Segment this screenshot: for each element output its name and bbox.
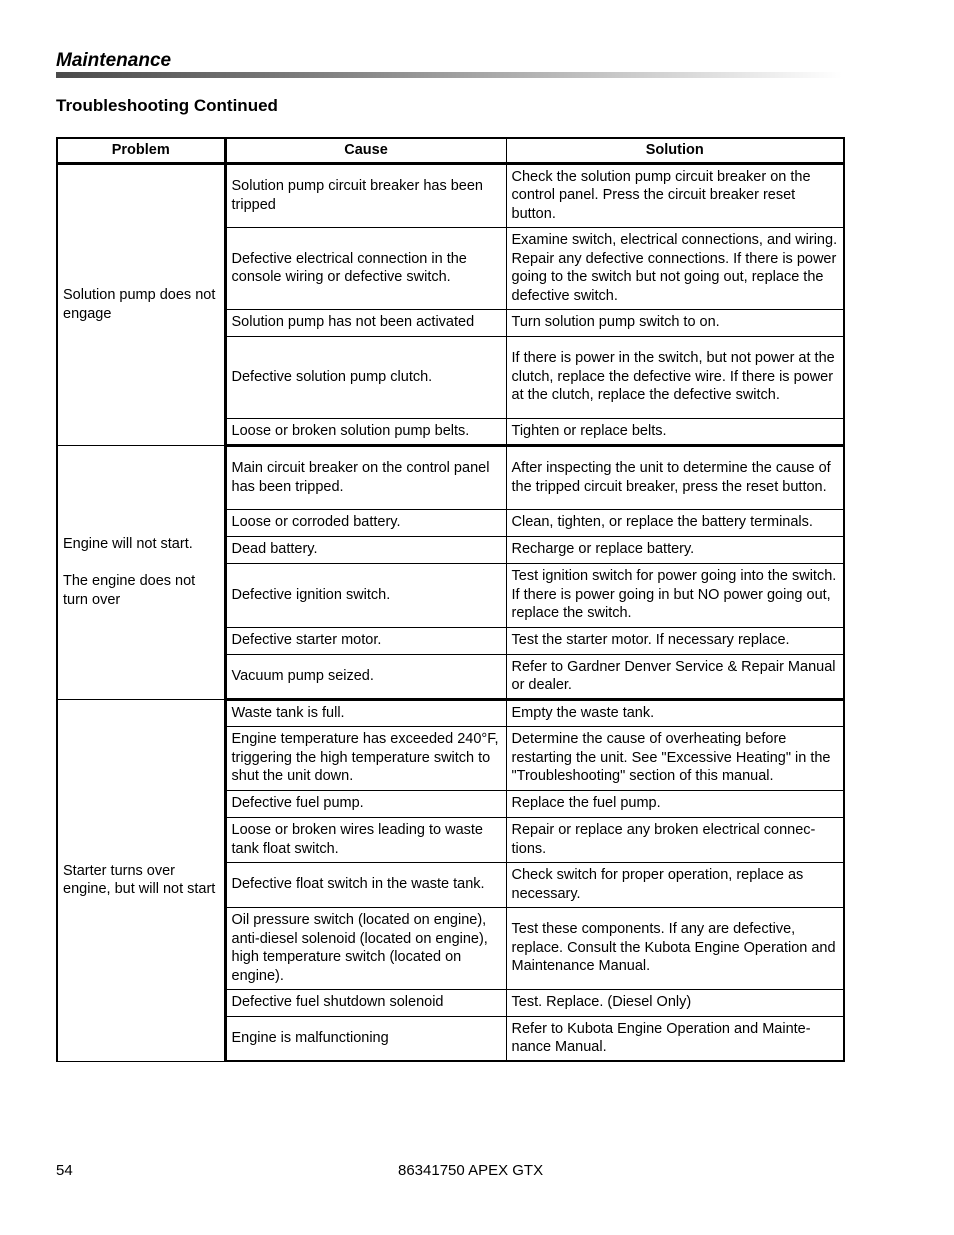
problem-cell bbox=[57, 699, 225, 1061]
cause-cell: Engine temperature has exceeded 240°F, triggering the high temperature switch to shut the unit down. bbox=[225, 726, 506, 790]
cause-cell: Dead battery. bbox=[225, 536, 506, 563]
table-row bbox=[57, 699, 844, 726]
column-header-solution: Solution bbox=[506, 138, 844, 163]
solution-cell: Recharge or replace battery. bbox=[506, 536, 844, 563]
document-id: 86341750 APEX GTX bbox=[398, 1162, 544, 1179]
solution-cell: Turn solution pump switch to on. bbox=[506, 309, 844, 336]
problem-text: Solution pump does not engage bbox=[63, 287, 216, 322]
solution-cell: Test ignition switch for power going into the switch. If there is power going in but NO power going out, replace the switch. bbox=[506, 563, 844, 627]
cause-cell: Waste tank is full. bbox=[225, 699, 506, 726]
solution-cell: Clean, tighten, or replace the battery terminals. bbox=[506, 509, 844, 536]
solution-cell: Test these components. If any are defective, replace. Consult the Kubota Engine Operation and Maintenance Manual. bbox=[506, 907, 844, 989]
cause-cell: Main circuit breaker on the control panel has been tripped. bbox=[225, 445, 506, 509]
table-row bbox=[57, 163, 844, 227]
problem-text: Starter turns over engine, but will not start bbox=[63, 862, 216, 898]
troubleshooting-table bbox=[56, 137, 845, 1062]
cause-cell: Loose or broken wires leading to waste tank float switch. bbox=[225, 817, 506, 862]
problem-cell bbox=[57, 445, 225, 699]
solution-cell: Test the starter motor. If necessary replace. bbox=[506, 627, 844, 654]
problem-text: The engine does not turn over bbox=[63, 573, 196, 608]
cause-cell: Defective starter motor. bbox=[225, 627, 506, 654]
solution-cell: Refer to Gardner Denver Service & Repair Manual or dealer. bbox=[506, 654, 844, 699]
page-subtitle: Troubleshooting Continued bbox=[56, 96, 278, 115]
problem-cell bbox=[57, 163, 225, 445]
solution-cell: Check switch for proper operation, replace as necessary. bbox=[506, 862, 844, 907]
solution-cell: Determine the cause of overheating before restarting the unit. See "Excessive Heating" in the "Troubleshooting" section of this manual. bbox=[506, 726, 844, 790]
solution-cell: After inspecting the unit to determine the cause of the tripped circuit breaker, press the reset button. bbox=[506, 445, 844, 509]
solution-cell: If there is power in the switch, but not power at the clutch, replace the defective wire. If there is power at the clutch, replace the defective switch. bbox=[506, 336, 844, 418]
cause-cell: Defective fuel pump. bbox=[225, 790, 506, 817]
section-title: Maintenance bbox=[56, 50, 172, 71]
cause-cell: Solution pump circuit breaker has been tripped bbox=[225, 163, 506, 227]
cause-cell: Defective electrical connection in the console wiring or defective switch. bbox=[225, 227, 506, 309]
cause-cell: Engine is malfunctioning bbox=[225, 1016, 506, 1061]
solution-cell: Examine switch, electrical connections, and wiring. Repair any defective connections. If there is power going to the switch but not going out, replace the defective switch. bbox=[506, 227, 844, 309]
solution-cell: Refer to Kubota Engine Operation and Mainte-nance Manual. bbox=[506, 1016, 844, 1061]
solution-cell: Replace the fuel pump. bbox=[506, 790, 844, 817]
cause-cell: Vacuum pump seized. bbox=[225, 654, 506, 699]
cause-cell: Defective ignition switch. bbox=[225, 563, 506, 627]
column-header-cause: Cause bbox=[225, 138, 506, 163]
cause-cell: Loose or broken solution pump belts. bbox=[225, 418, 506, 445]
solution-cell: Test. Replace. (Diesel Only) bbox=[506, 989, 844, 1016]
solution-cell: Repair or replace any broken electrical connec-tions. bbox=[506, 817, 844, 862]
solution-cell: Empty the waste tank. bbox=[506, 699, 844, 726]
cause-cell: Defective solution pump clutch. bbox=[225, 336, 506, 418]
cause-cell: Defective float switch in the waste tank. bbox=[225, 862, 506, 907]
cause-cell: Oil pressure switch (located on engine), anti-diesel solenoid (located on engine), high temperature switch (located on engine). bbox=[225, 907, 506, 989]
solution-cell: Tighten or replace belts. bbox=[506, 418, 844, 445]
page-number: 54 bbox=[56, 1162, 73, 1179]
problem-text: Engine will not start. bbox=[63, 535, 193, 552]
header-rule bbox=[56, 72, 842, 78]
cause-cell: Defective fuel shutdown solenoid bbox=[225, 989, 506, 1016]
cause-cell: Solution pump has not been activated bbox=[225, 309, 506, 336]
column-header-problem: Problem bbox=[57, 138, 225, 163]
table-header-row bbox=[57, 138, 844, 163]
solution-cell: Check the solution pump circuit breaker on the control panel. Press the circuit breaker reset button. bbox=[506, 163, 844, 227]
table-row bbox=[57, 445, 844, 509]
cause-cell: Loose or corroded battery. bbox=[225, 509, 506, 536]
